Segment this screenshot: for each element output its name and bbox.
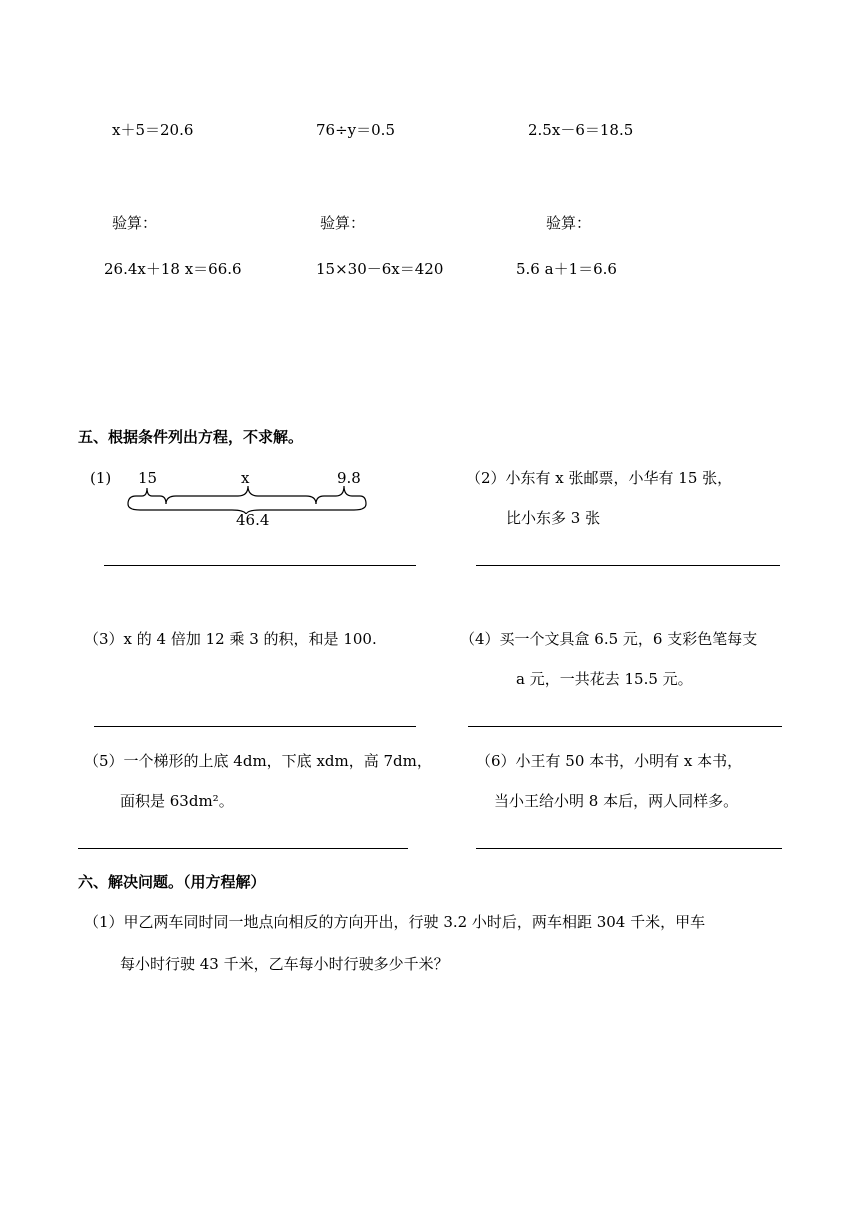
answer-line-q2[interactable] (476, 565, 780, 566)
brace-segment-a (128, 488, 166, 504)
q1-number: (1) (90, 469, 112, 487)
section-5-title: 五、根据条件列出方程，不求解。 (78, 428, 304, 446)
equation-6: 5.6 a＋1＝6.6 (516, 260, 617, 278)
answer-line-q6[interactable] (476, 848, 782, 849)
equation-2: 76÷y＝0.5 (316, 121, 395, 139)
q5-line1: （5）一个梯形的上底 4dm，下底 xdm，高 7dm， (84, 752, 432, 770)
q6-line2: 当小王给小明 8 本后，两人同样多。 (494, 792, 739, 810)
brace-segment-x (166, 486, 316, 504)
q2-line1: （2）小东有 x 张邮票，小华有 15 张， (466, 469, 733, 487)
q4-line2: a 元，一共花去 15.5 元。 (516, 670, 693, 688)
q4-line1: （4）买一个文具盒 6.5 元，6 支彩色笔每支 (460, 630, 758, 648)
equation-1: x＋5＝20.6 (112, 121, 194, 139)
answer-line-q5[interactable] (78, 848, 408, 849)
q3-line1: （3）x 的 4 倍加 12 乘 3 的积，和是 100. (84, 630, 377, 648)
equation-5: 15×30－6x＝420 (316, 260, 444, 278)
section-6-title: 六、解决问题。（用方程解） (78, 873, 266, 891)
segment-brace-diagram (120, 478, 372, 514)
brace-segment-b (316, 486, 366, 504)
q1-segment-x-label: x (241, 469, 250, 487)
answer-line-q1[interactable] (104, 565, 416, 566)
q2-line2: 比小东多 3 张 (506, 509, 601, 527)
q1-total-label: 46.4 (236, 511, 270, 529)
equation-4: 26.4x＋18 x＝66.6 (104, 260, 242, 278)
problem-1-line1: （1）甲乙两车同时同一地点向相反的方向开出，行驶 3.2 小时后，两车相距 304 千米，甲车 (84, 913, 706, 931)
q1-segment-a-label: 15 (138, 469, 158, 487)
equation-3: 2.5x－6＝18.5 (528, 121, 634, 139)
q6-line1: （6）小王有 50 本书，小明有 x 本书， (476, 752, 743, 770)
check-label-2: 验算： (320, 214, 366, 232)
check-label-3: 验算： (546, 214, 592, 232)
answer-line-q4[interactable] (468, 726, 782, 727)
answer-line-q3[interactable] (94, 726, 416, 727)
check-label-1: 验算： (112, 214, 158, 232)
q5-line2: 面积是 63dm²。 (120, 792, 234, 810)
problem-1-line2: 每小时行驶 43 千米，乙车每小时行驶多少千米？ (120, 955, 449, 973)
q1-segment-b-label: 9.8 (337, 469, 361, 487)
